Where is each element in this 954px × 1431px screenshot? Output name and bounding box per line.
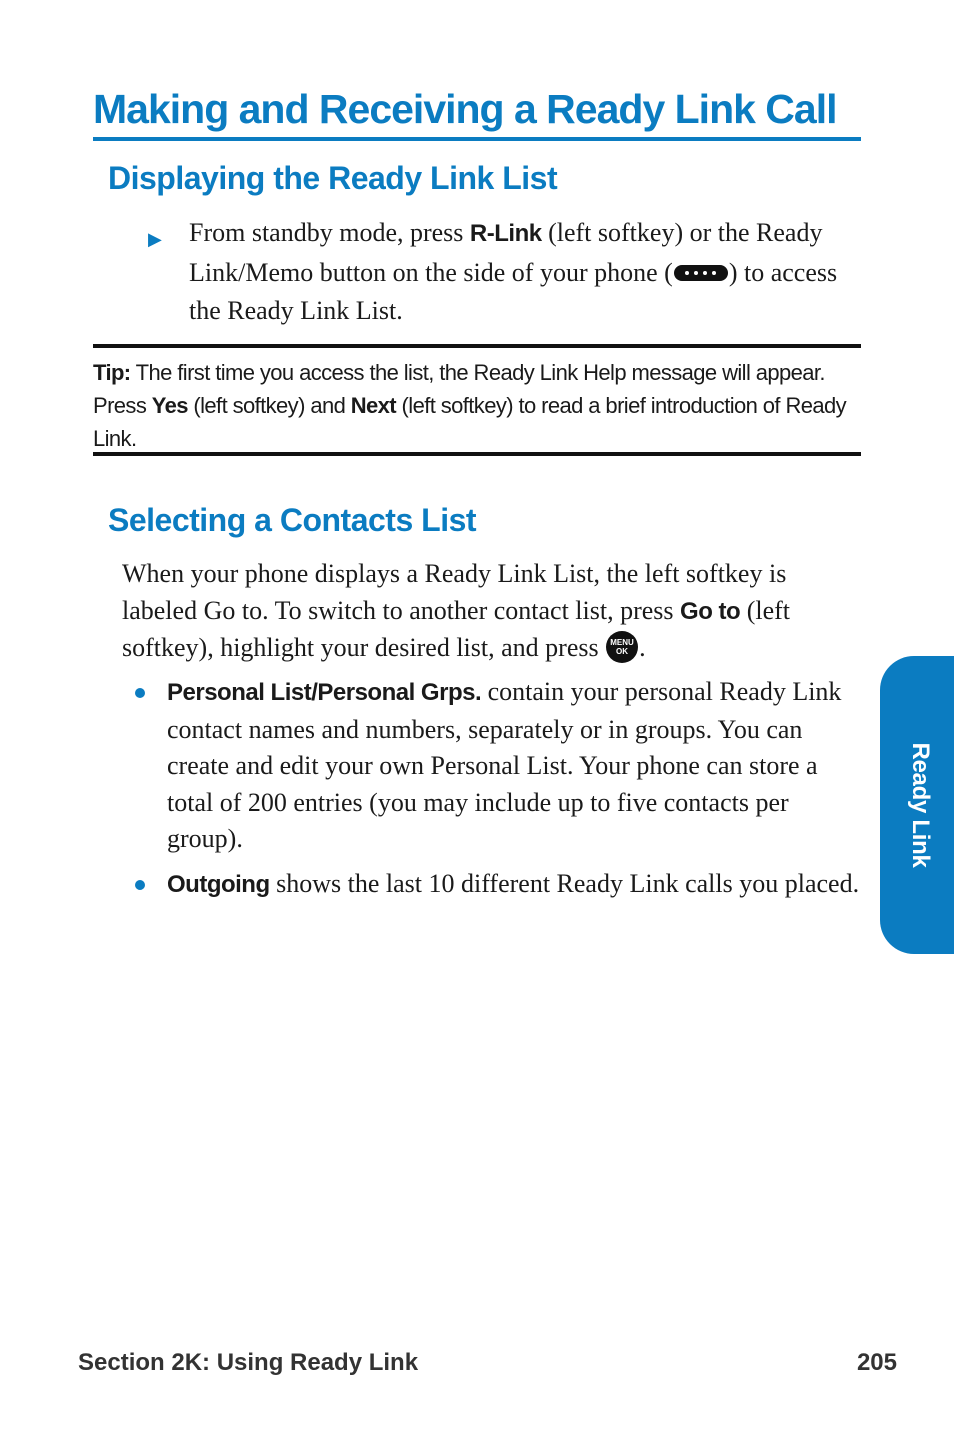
r-link-key-label: R-Link — [469, 220, 542, 247]
list-item: Personal List/Personal Grps. contain your personal Ready Link contact names and numbers, separately or in groups. You can create and edit your own Personal List. Your phone can store a total of 200 entries (you may include up to five contacts per group). — [122, 674, 862, 858]
bullet-term: Personal List/Personal Grps. — [167, 679, 482, 706]
yes-key-label: Yes — [151, 393, 188, 418]
svg-text:MENU: MENU — [610, 638, 634, 648]
step-text: From standby mode, press R-Link (left softkey) or the Ready Link/Memo button on the side of your phone ( ) to access the Ready Link List. — [189, 218, 838, 325]
right-triangle-icon: ▶ — [148, 229, 162, 249]
page-number: 205 — [856, 1349, 897, 1376]
svg-text:OK: OK — [616, 647, 629, 657]
list-item: Outgoing shows the last 10 different Ready Link calls you placed. — [122, 866, 862, 904]
tip-text: Tip: The first time you access the list, the Ready Link Help message will appear. Press Yes (left softkey) and Next (left softkey) to read a brief introduction of Ready Link. — [93, 360, 847, 451]
menu-ok-key-icon — [605, 630, 639, 664]
contacts-list-bullets — [122, 674, 862, 911]
next-key-label: Next — [350, 393, 397, 418]
intro-paragraph: When your phone displays a Ready Link List, the left softkey is labeled Go to. To switch to another contact list, press Go to (left softkey), highlight your desired list, and press MENU OK . — [122, 556, 862, 667]
bullet-term: Outgoing — [167, 870, 270, 898]
section-heading-displaying: Displaying the Ready Link List — [108, 160, 558, 196]
ready-link-button-icon — [673, 264, 729, 282]
tip-box — [93, 344, 861, 456]
section-side-tab — [880, 656, 954, 954]
page-title: Making and Receiving a Ready Link Call — [93, 84, 861, 141]
go-to-key-label: Go to — [680, 597, 741, 625]
bullet-icon — [135, 688, 145, 698]
side-tab-label: Ready Link — [907, 742, 934, 868]
footer-section-label: Section 2K: Using Ready Link — [78, 1349, 419, 1376]
bullet-icon — [135, 880, 145, 890]
section-heading-selecting: Selecting a Contacts List — [108, 502, 477, 538]
tip-label: Tip: — [93, 360, 131, 385]
